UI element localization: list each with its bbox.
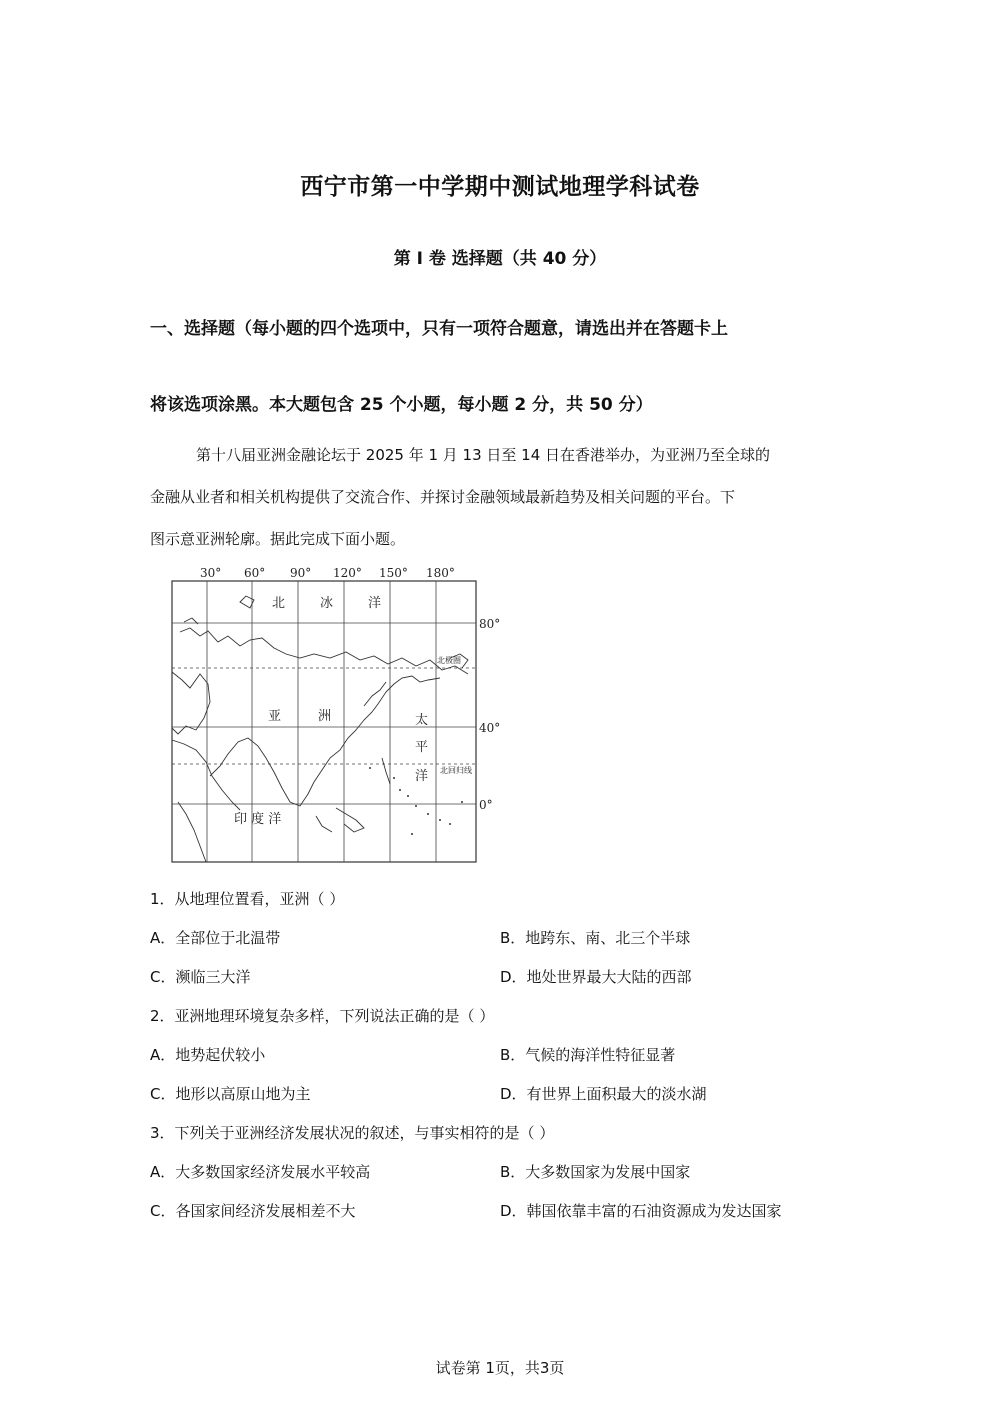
question-1-option-a[interactable]: A．全部位于北温带: [150, 929, 281, 947]
indian-ocean-label: 印 度 洋: [234, 812, 282, 827]
question-3-option-b[interactable]: B．大多数国家为发展中国家: [500, 1163, 691, 1181]
question-2-option-b[interactable]: B．气候的海洋性特征显著: [500, 1046, 676, 1064]
question-1-option-c[interactable]: C．濒临三大洋: [150, 968, 251, 986]
question-3-stem: 3．下列关于亚洲经济发展状况的叙述，与事实相符的是（ ）: [150, 1124, 555, 1142]
pacific-char-3: 洋: [415, 769, 429, 784]
lat-label-80: 80°: [479, 617, 501, 631]
question-3-option-a[interactable]: A．大多数国家经济发展水平较高: [150, 1163, 371, 1181]
question-2-option-d[interactable]: D．有世界上面积最大的淡水湖: [500, 1085, 707, 1103]
coastline: [172, 596, 468, 862]
lon-label-120: 120°: [333, 566, 362, 580]
question-1-option-d[interactable]: D．地处世界最大大陆的西部: [500, 968, 692, 986]
intro-line-2: 金融从业者和相关机构提供了交流合作、并探讨金融领域最新趋势及相关问题的平台。下: [150, 488, 736, 506]
asia-outline-map: [150, 562, 510, 867]
section-instruction-line-2: 将该选项涂黑。本大题包含 25 个小题，每小题 2 分，共 50 分）: [150, 395, 653, 415]
lon-label-180: 180°: [426, 566, 455, 580]
exam-title: 西宁市第一中学期中测试地理学科试卷: [300, 174, 700, 200]
question-2-stem: 2．亚洲地理环境复杂多样，下列说法正确的是（ ）: [150, 1007, 495, 1025]
part-heading: 第 I 卷 选择题（共 40 分）: [393, 249, 607, 269]
arctic-circle-label: 北极圈: [437, 656, 461, 665]
lat-label-0: 0°: [479, 798, 493, 812]
tropic-of-cancer-label: 北回归线: [440, 766, 472, 775]
question-2-option-a[interactable]: A．地势起伏较小: [150, 1046, 266, 1064]
asia-char-1: 亚: [268, 709, 282, 724]
question-3-option-d[interactable]: D．韩国依靠丰富的石油资源成为发达国家: [500, 1202, 782, 1220]
question-3-option-c[interactable]: C．各国家间经济发展相差不大: [150, 1202, 356, 1220]
intro-line-1: [150, 434, 850, 476]
arctic-ocean-char-3: 洋: [368, 596, 382, 611]
intro-line-3: 图示意亚洲轮廓。据此完成下面小题。: [150, 530, 406, 548]
question-2-option-c[interactable]: C．地形以高原山地为主: [150, 1085, 311, 1103]
lon-label-60: 60°: [244, 566, 266, 580]
pacific-char-2: 平: [415, 740, 429, 755]
pacific-char-1: 太: [415, 713, 429, 728]
question-1-stem: 1．从地理位置看，亚洲（ ）: [150, 890, 345, 908]
lon-label-150: 150°: [379, 566, 408, 580]
asia-char-2: 洲: [318, 709, 332, 724]
arctic-ocean-char-2: 冰: [320, 596, 334, 611]
lon-label-30: 30°: [200, 566, 222, 580]
lat-label-40: 40°: [479, 721, 501, 735]
question-1-option-b[interactable]: B．地跨东、南、北三个半球: [500, 929, 691, 947]
arctic-ocean-char-1: 北: [272, 596, 286, 611]
intro-paragraph: [150, 434, 850, 560]
intro-line-1-text: 第十八届亚洲金融论坛于 2025 年 1 月 13 日至 14 日在香港举办，为亚洲乃至全球的: [196, 446, 771, 464]
lon-label-90: 90°: [290, 566, 312, 580]
section-instruction-line-1: 一、选择题（每小题的四个选项中，只有一项符合题意，请选出并在答题卡上: [150, 319, 728, 339]
page-footer: 试卷第 1页，共3页: [435, 1359, 565, 1377]
